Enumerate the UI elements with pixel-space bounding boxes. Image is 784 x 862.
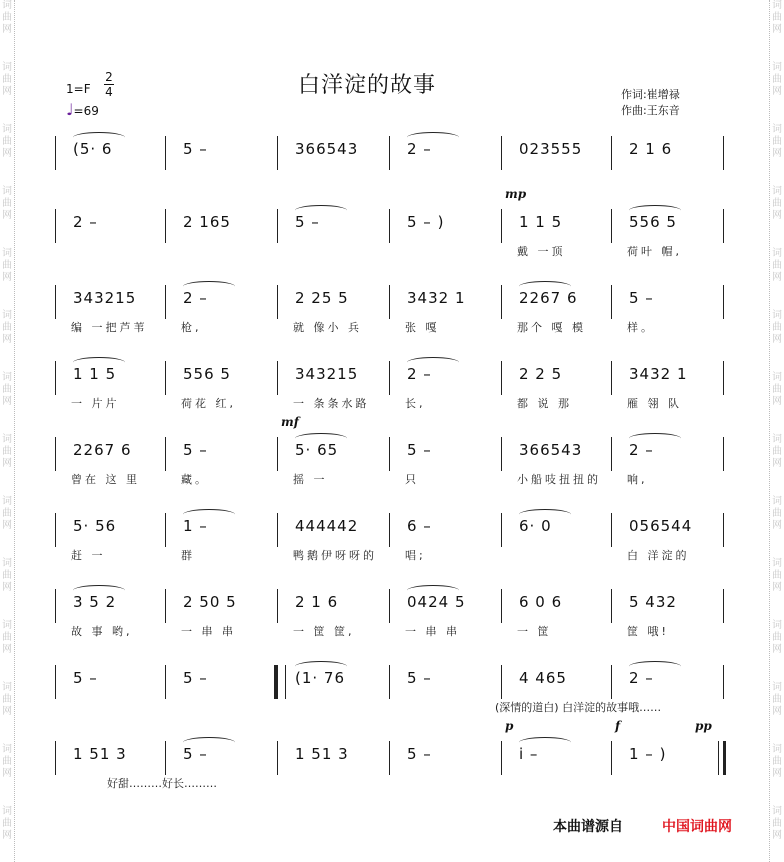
bar-line [611,209,612,243]
measure-notes: 6 0 6 [519,593,563,611]
lyric-text: 响, [627,473,648,486]
lyric-text: 编 一把芦苇 [71,321,148,334]
measure-notes: 2 1 6 [629,140,673,158]
lyric-text: 曾在 这 里 [71,473,140,486]
measure-notes: 1 51 3 [295,745,349,763]
watermark-text: 词 曲 网 [772,0,782,35]
bar-line [55,285,56,319]
slur-mark [295,661,347,672]
lyric-text: 一 筐 [517,625,552,638]
bar-line [165,285,166,319]
bar-line [165,437,166,471]
lyric-text: 长, [405,397,426,410]
watermark-text: 词 曲 网 [2,186,12,221]
key-signature: 1=F [66,82,91,96]
quarter-note-icon: ♩ [66,100,74,119]
bar-line [165,361,166,395]
watermark-text: 词 曲 网 [2,248,12,283]
measure-notes: (5· 6 [73,140,113,158]
bar-line [55,513,56,547]
time-signature [104,70,114,99]
measure-notes: 5 – [183,140,208,158]
bar-line [723,209,724,243]
bar-line [611,589,612,623]
bar-line [277,136,278,170]
lyric-text: 雁 翎 队 [627,397,682,410]
bar-line [723,437,724,471]
bar-line [723,136,724,170]
bar-line [165,589,166,623]
measure-notes: 1 1 5 [519,213,563,231]
lyric-text: 白 洋淀的 [627,549,690,562]
bar-line [55,209,56,243]
lyric-text: 摇 一 [293,473,328,486]
lyric-text: 一 筐 筐, [293,625,355,638]
bar-line [277,741,278,775]
measure-notes: 2 2 5 [519,365,563,383]
watermark-text: 词 曲 网 [2,806,12,841]
watermark-text: 词 曲 网 [772,682,782,717]
watermark-text: 词 曲 网 [772,806,782,841]
dynamic-marking: mf [281,415,299,429]
final-double-bar [718,741,726,775]
slur-mark [519,737,571,748]
slur-mark [295,433,347,444]
bar-line [501,741,502,775]
lyric-text: 一 串 串 [405,625,460,638]
watermark-text: 词 曲 网 [772,620,782,655]
bar-line [277,437,278,471]
bar-line [501,136,502,170]
measure-notes: i – [519,745,539,763]
time-signature-bottom: 4 [105,85,113,99]
measure-notes: 444442 [295,517,359,535]
lyric-text: 那个 嘎 模 [517,321,586,334]
bar-line [55,136,56,170]
measure-notes: 2 – [407,140,432,158]
watermark-text: 词 曲 网 [772,372,782,407]
measure-notes: 5 – [407,669,432,687]
measure-notes: 0424 5 [407,593,466,611]
lyric-text: 鸭鹅伊呀呀的 [293,549,377,562]
measure-notes: 6· 0 [519,517,552,535]
bar-line [277,285,278,319]
slur-mark [73,585,125,596]
left-watermark-strip [0,0,15,862]
bar-line [389,437,390,471]
lyric-text: 张 嘎 [405,321,440,334]
lyricist-credit: 作词:崔增禄 [621,88,680,101]
bar-line [165,741,166,775]
lyric-text: 一 条条水路 [293,397,370,410]
bar-line [389,513,390,547]
bar-line [611,285,612,319]
measure-notes: 3432 1 [407,289,466,307]
measure-notes: 6 – [407,517,432,535]
measure-notes: 2267 6 [73,441,132,459]
lyric-text: 荷叶 帽, [627,245,682,258]
bar-line [389,209,390,243]
lyric-text: 筐 哦! [627,625,669,638]
bar-line [389,741,390,775]
dynamic-marking: mp [505,187,527,201]
bar-line [389,589,390,623]
watermark-text: 词 曲 网 [2,682,12,717]
measure-notes: 2 1 6 [295,593,339,611]
watermark-text: 词 曲 网 [2,558,12,593]
bar-line [611,665,612,699]
lyric-text: 枪, [181,321,202,334]
watermark-text: 词 曲 网 [772,124,782,159]
measure-notes: 1 1 5 [73,365,117,383]
measure-notes: 5 – [295,213,320,231]
measure-notes: 2 25 5 [295,289,349,307]
bar-line [723,361,724,395]
bar-line [165,136,166,170]
bar-line [501,361,502,395]
slur-mark [519,281,571,292]
watermark-text: 词 曲 网 [772,434,782,469]
measure-notes: (1· 76 [295,669,346,687]
slur-mark [407,132,459,143]
lyric-text: 都 说 那 [517,397,572,410]
dynamic-marking: pp [695,719,712,733]
slur-mark [629,205,681,216]
measure-notes: 2 – [183,289,208,307]
bar-line [723,665,724,699]
watermark-text: 词 曲 网 [2,372,12,407]
bar-line [723,589,724,623]
measure-notes: 023555 [519,140,583,158]
lyric-text: 一 片片 [71,397,120,410]
bar-line [611,361,612,395]
bar-line [165,665,166,699]
time-signature-top: 2 [105,70,113,84]
lyric-text: 故 事 哟, [71,625,133,638]
measure-notes: 056544 [629,517,693,535]
watermark-text: 词 曲 网 [2,496,12,531]
lyric-text: 就 像小 兵 [293,321,362,334]
watermark-text: 词 曲 网 [2,744,12,779]
dynamic-marking: f [615,719,621,733]
watermark-text: 词 曲 网 [2,124,12,159]
measure-notes: 2 – [73,213,98,231]
measure-notes: 5 – [407,441,432,459]
lyric-text: 戴 一顶 [517,245,566,258]
watermark-text: 词 曲 网 [772,186,782,221]
measure-notes: 5 432 [629,593,677,611]
bar-line [55,741,56,775]
measure-notes: 2 – [629,669,654,687]
watermark-text: 词 曲 网 [772,248,782,283]
watermark-text: 词 曲 网 [772,310,782,345]
slur-mark [407,585,459,596]
measure-notes: 5 – [183,669,208,687]
lyric-text: 赶 一 [71,549,106,562]
lyric-text: 样。 [627,321,655,334]
bar-line [611,437,612,471]
slur-mark [295,205,347,216]
slur-mark [183,737,235,748]
watermark-text: 词 曲 网 [2,434,12,469]
tempo-marking [66,100,99,119]
tempo-value: =69 [73,104,99,118]
bar-line [611,741,612,775]
bar-line [501,665,502,699]
slur-mark [629,661,681,672]
slur-mark [183,509,235,520]
bar-line [501,437,502,471]
measure-notes: 2 – [629,441,654,459]
slur-mark [183,281,235,292]
bar-line [501,285,502,319]
slur-mark [629,433,681,444]
bar-line [277,513,278,547]
measure-notes: 4 465 [519,669,567,687]
slur-mark [73,132,125,143]
bar-line [389,361,390,395]
watermark-text: 词 曲 网 [2,310,12,345]
measure-notes: 1 – [183,517,208,535]
bar-line [165,209,166,243]
measure-notes: 556 5 [183,365,231,383]
bar-line [723,285,724,319]
measure-notes: 366543 [295,140,359,158]
measure-notes: 3 5 2 [73,593,117,611]
bar-line [55,437,56,471]
measure-notes: 2267 6 [519,289,578,307]
bar-line [611,513,612,547]
bar-line [723,513,724,547]
bar-line [277,209,278,243]
dynamic-marking: p [505,719,514,733]
watermark-text: 词 曲 网 [772,744,782,779]
bar-line [501,589,502,623]
slur-mark [73,357,125,368]
lyric-text: 唱; [405,549,426,562]
measure-notes: 2 165 [183,213,231,231]
footer-source: 本曲谱源自 [553,819,623,835]
measure-notes: 5· 65 [295,441,339,459]
watermark-text: 词 曲 网 [2,620,12,655]
measure-notes: 5· 56 [73,517,117,535]
lyric-text: 只 [405,473,419,486]
measure-notes: 5 – [629,289,654,307]
watermark-text: 词 曲 网 [772,558,782,593]
lyric-text: 一 串 串 [181,625,236,638]
measure-notes: 343215 [73,289,137,307]
measure-notes: 5 – ) [407,213,445,231]
repeat-sign [274,665,286,699]
watermark-text: 词 曲 网 [772,496,782,531]
slur-mark [519,509,571,520]
bar-line [55,589,56,623]
bar-line [165,513,166,547]
measure-notes: 2 – [407,365,432,383]
measure-notes: 5 – [407,745,432,763]
lyric-text: 藏。 [181,473,209,486]
watermark-text: 词 曲 网 [2,62,12,97]
song-title: 白洋淀的故事 [298,73,437,98]
composer-credit: 作曲:王东音 [621,104,680,117]
measure-notes: 1 51 3 [73,745,127,763]
measure-notes: 2 50 5 [183,593,237,611]
watermark-text: 词 曲 网 [772,62,782,97]
bar-line [501,513,502,547]
measure-notes: 1 – ) [629,745,667,763]
slur-mark [407,357,459,368]
bar-line [501,209,502,243]
measure-notes: 5 – [183,745,208,763]
measure-notes: 3432 1 [629,365,688,383]
measure-notes: 366543 [519,441,583,459]
narration-text: 好甜………好长……… [107,777,217,790]
bar-line [277,589,278,623]
footer-brand: 中国词曲网 [662,819,732,835]
narration-text: (深情的道白) 白洋淀的故事哦…… [495,701,662,714]
measure-notes: 5 – [73,669,98,687]
bar-line [277,361,278,395]
bar-line [389,285,390,319]
bar-line [55,361,56,395]
bar-line [55,665,56,699]
bar-line [389,665,390,699]
lyric-text: 群 [181,549,195,562]
measure-notes: 343215 [295,365,359,383]
measure-notes: 556 5 [629,213,677,231]
measure-notes: 5 – [183,441,208,459]
bar-line [389,136,390,170]
lyric-text: 小船吱扭扭的 [517,473,601,486]
right-watermark-strip [769,0,784,862]
watermark-text: 词 曲 网 [2,0,12,35]
lyric-text: 荷花 红, [181,397,236,410]
bar-line [611,136,612,170]
